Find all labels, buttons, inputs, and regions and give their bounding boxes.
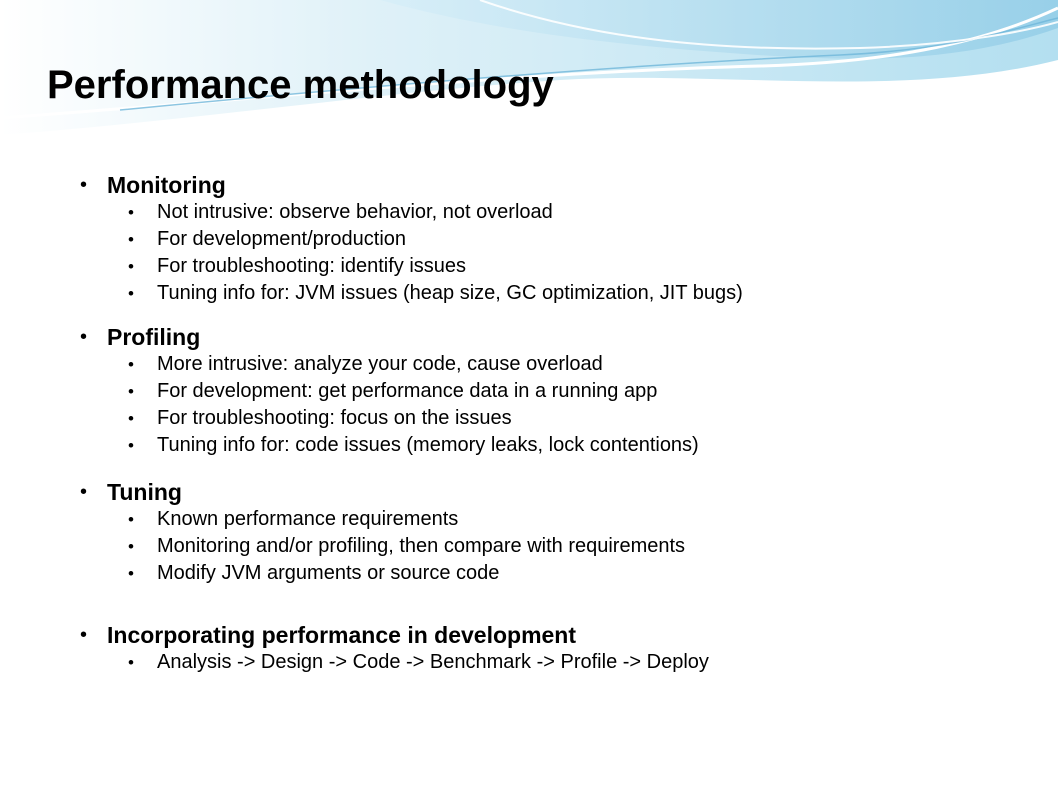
sub-bullet-text: Tuning info for: code issues (memory leaks, lock contentions) (157, 434, 699, 456)
sub-bullet-item (80, 199, 743, 226)
section-heading (80, 323, 699, 351)
sub-bullet-text: For troubleshooting: focus on the issues (157, 407, 512, 429)
sub-bullet-list (80, 506, 685, 587)
sub-bullet-text: Not intrusive: observe behavior, not overload (157, 201, 553, 223)
sub-bullet-item (80, 378, 699, 405)
bullet-icon: • (80, 624, 88, 646)
sub-bullet-item (80, 533, 685, 560)
sub-bullet-item (80, 506, 685, 533)
bullet-icon: • (128, 230, 134, 249)
section-incorporating-performance (80, 621, 709, 676)
sub-bullet-list (80, 351, 699, 459)
slide-title: Performance methodology (47, 63, 554, 107)
sub-bullet-item (80, 280, 743, 307)
sub-bullet-text: Known performance requirements (157, 508, 459, 530)
bullet-icon: • (128, 564, 134, 583)
sub-bullet-list (80, 199, 743, 307)
sub-bullet-list (80, 649, 709, 676)
section-heading-text: Tuning (107, 479, 182, 505)
bullet-icon: • (128, 653, 134, 672)
section-profiling (80, 323, 699, 459)
sub-bullet-text: For development/production (157, 228, 407, 250)
sub-bullet-text: Tuning info for: JVM issues (heap size, GC optimization, JIT bugs) (157, 282, 743, 304)
section-heading-text: Monitoring (107, 172, 226, 198)
sub-bullet-text: Analysis -> Design -> Code -> Benchmark -> Profile -> Deploy (157, 651, 709, 673)
bullet-icon: • (128, 203, 134, 222)
bullet-icon: • (80, 326, 88, 348)
bullet-icon: • (128, 382, 134, 401)
sub-bullet-text: Modify JVM arguments or source code (157, 562, 500, 584)
bullet-icon: • (128, 284, 134, 303)
bullet-icon: • (128, 537, 134, 556)
sub-bullet-item (80, 351, 699, 378)
sub-bullet-item (80, 649, 709, 676)
sub-bullet-item (80, 226, 743, 253)
bullet-icon: • (128, 257, 134, 276)
sub-bullet-text: For development: get performance data in a running app (157, 380, 658, 402)
sub-bullet-text: Monitoring and/or profiling, then compare with requirements (157, 535, 686, 557)
sub-bullet-text: For troubleshooting: identify issues (157, 255, 467, 277)
sub-bullet-item (80, 253, 743, 280)
section-heading (80, 171, 743, 199)
bullet-icon: • (80, 481, 88, 503)
bullet-icon: • (80, 174, 88, 196)
bullet-icon: • (128, 355, 134, 374)
section-tuning (80, 478, 685, 587)
bullet-icon: • (128, 510, 134, 529)
section-heading-text: Incorporating performance in development (107, 622, 577, 648)
section-heading (80, 478, 685, 506)
sub-bullet-item (80, 560, 685, 587)
bullet-icon: • (128, 409, 134, 428)
section-monitoring (80, 171, 743, 307)
section-heading (80, 621, 709, 649)
sub-bullet-item (80, 405, 699, 432)
bullet-icon: • (128, 436, 134, 455)
sub-bullet-text: More intrusive: analyze your code, cause overload (157, 353, 603, 375)
sub-bullet-item (80, 432, 699, 459)
section-heading-text: Profiling (107, 324, 201, 350)
